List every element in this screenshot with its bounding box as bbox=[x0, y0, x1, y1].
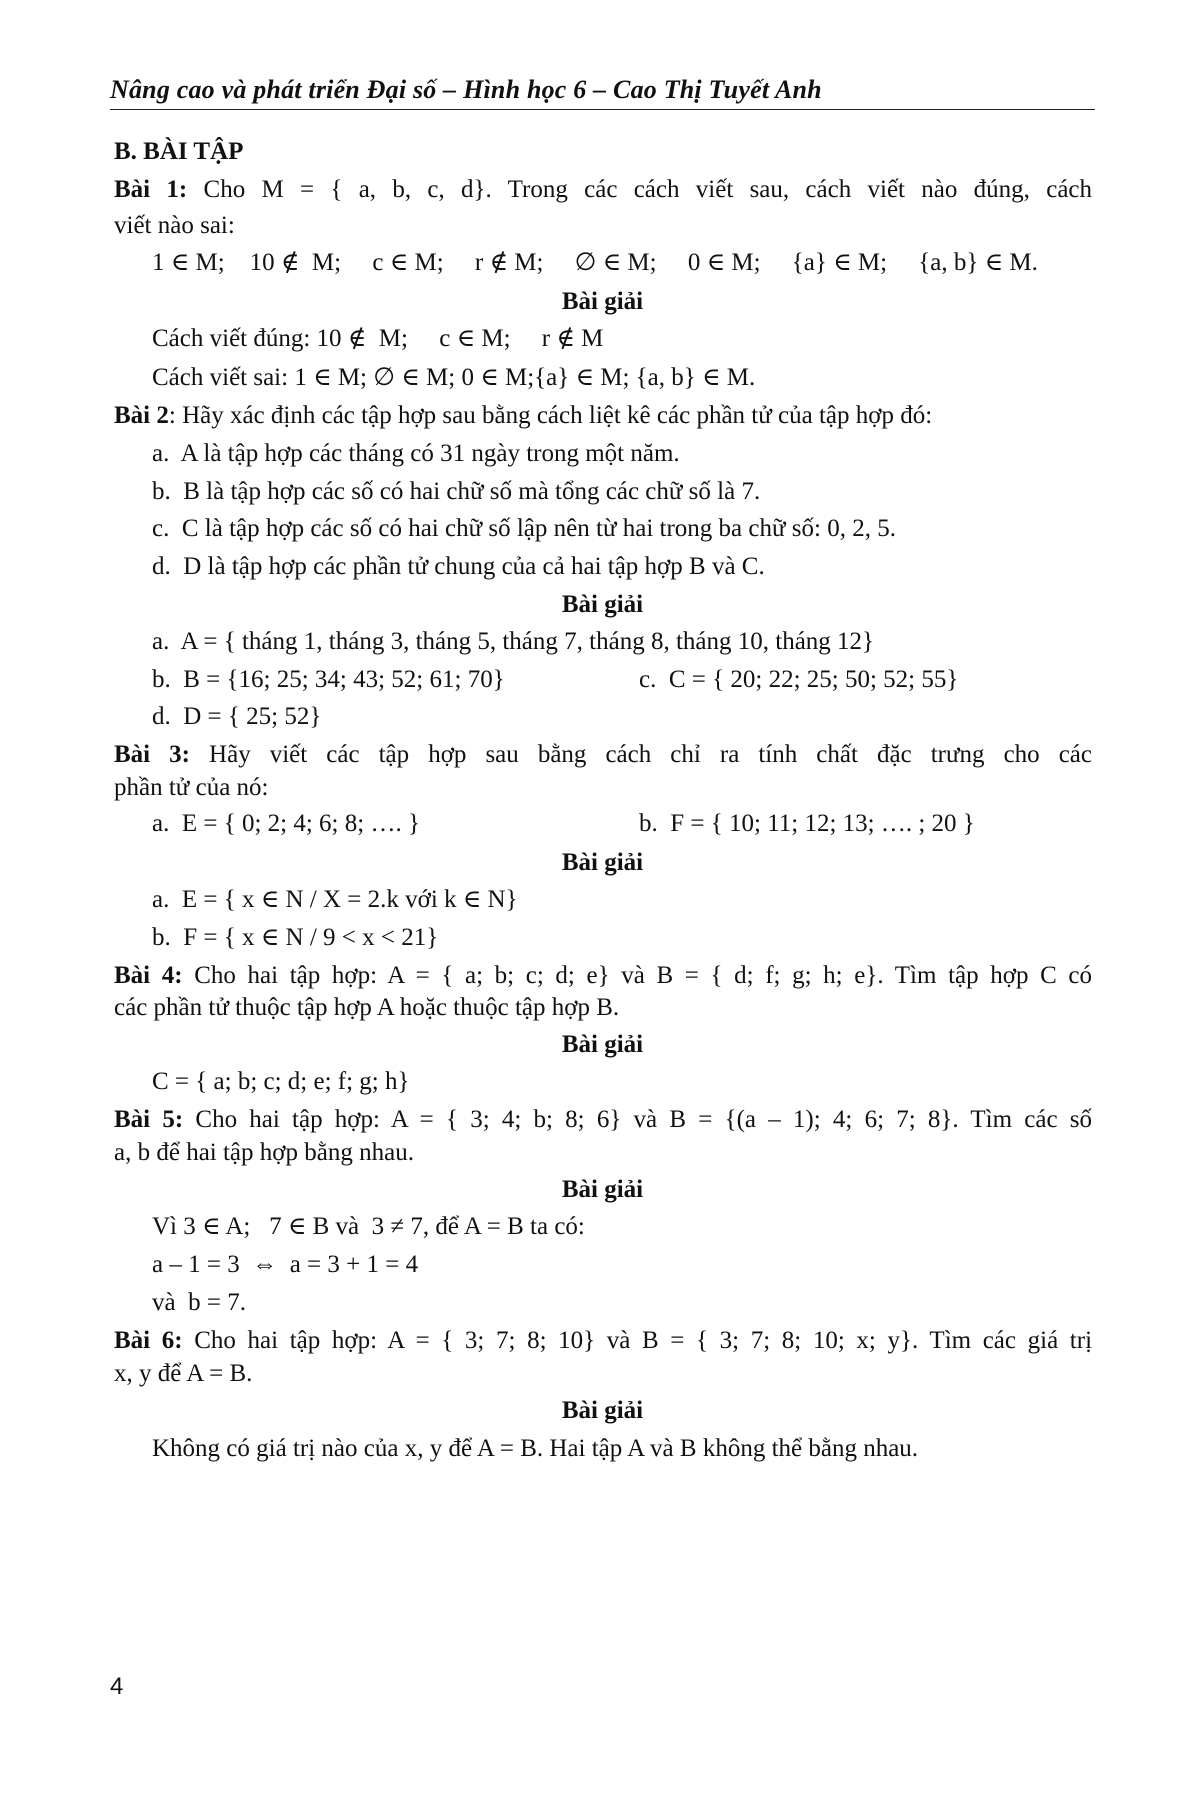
bai5-text-line2: a, b để hai tập hợp bằng nhau. bbox=[114, 1139, 414, 1166]
bai5-solution-line1: Vì 3 ∈ A; 7 ∈ B và 3 ≠ 7, để A = B ta có: bbox=[152, 1213, 585, 1240]
bai1-items: 1 ∈ M; 10 ∉ M; c ∈ M; r ∉ M; ∅ ∈ M; 0 ∈ M; {a} ∈ M; {a, b} ∈ M. bbox=[152, 249, 1038, 276]
bai2-question bbox=[114, 398, 932, 434]
bai2-solution-heading: Bài giải bbox=[561, 591, 644, 618]
bai6-text-line1: Cho hai tập hợp: A = { 3; 7; 8; 10} và B = { 3; 7; 8; 10; x; y}. Tìm các giá trị bbox=[194, 1327, 1093, 1354]
bai4-text-line1: Cho hai tập hợp: A = { a; b; c; d; e} và B = { d; f; g; h; e}. Tìm tập hợp C có bbox=[194, 962, 1093, 989]
bai2-item-a: a. A là tập hợp các tháng có 31 ngày trong một năm. bbox=[152, 440, 680, 467]
bai5-solution-line3: và b = 7. bbox=[152, 1289, 246, 1316]
bai5-solution-line2: a – 1 = 3 ⇔ a = 3 + 1 = 4 bbox=[152, 1251, 419, 1278]
bai5-solution-heading: Bài giải bbox=[561, 1176, 644, 1203]
bai6-label: Bài 6: bbox=[114, 1327, 183, 1354]
bai1-solution-line1: Cách viết đúng: 10 ∉ M; c ∈ M; r ∉ M bbox=[152, 325, 604, 352]
bai4-text-line2: các phần tử thuộc tập hợp A hoặc thuộc tập hợp B. bbox=[114, 994, 620, 1021]
bai1-question-line1 bbox=[114, 172, 1092, 208]
header-divider bbox=[110, 109, 1095, 110]
section-title: B. BÀI TẬP bbox=[114, 138, 244, 165]
bai3-solution-a: a. E = { x ∈ N / X = 2.k với k ∈ N} bbox=[152, 886, 518, 913]
bai1-text-line2: viết nào sai: bbox=[114, 212, 235, 239]
bai4-solution: C = { a; b; c; d; e; f; g; h} bbox=[152, 1068, 410, 1095]
bai2-solution-c: c. C = { 20; 22; 25; 50; 52; 55} bbox=[639, 666, 959, 693]
bai2-text: : Hãy xác định các tập hợp sau bằng cách liệt kê các phần tử của tập hợp đó: bbox=[168, 402, 933, 429]
bai3-item-b: b. F = { 10; 11; 12; 13; …. ; 20 } bbox=[639, 810, 975, 837]
bai5-question-line1 bbox=[114, 1102, 1092, 1138]
bai2-solution-b: b. B = {16; 25; 34; 43; 52; 61; 70} bbox=[152, 666, 505, 693]
bai3-solution-heading: Bài giải bbox=[561, 849, 644, 876]
bai1-label: Bài 1: bbox=[114, 176, 188, 203]
bai2-solution-d: d. D = { 25; 52} bbox=[152, 703, 322, 730]
bai2-item-d: d. D là tập hợp các phần tử chung của cả hai tập hợp B và C. bbox=[152, 553, 765, 580]
bai3-question-line1 bbox=[114, 737, 1092, 773]
bai5-label: Bài 5: bbox=[114, 1106, 184, 1133]
bai1-solution-heading: Bài giải bbox=[561, 288, 644, 315]
bai1-solution-line2: Cách viết sai: 1 ∈ M; ∅ ∈ M; 0 ∈ M;{a} ∈ M; {a, b} ∈ M. bbox=[152, 364, 756, 391]
bai3-label: Bài 3: bbox=[114, 741, 190, 768]
bai4-solution-heading: Bài giải bbox=[561, 1031, 644, 1058]
running-header: Nâng cao và phát triển Đại số – Hình học 6 – Cao Thị Tuyết Anh bbox=[110, 75, 822, 104]
bai6-text-line2: x, y để A = B. bbox=[114, 1360, 253, 1387]
bai1-text-line1: Cho M = { a, b, c, d}. Trong các cách viết sau, cách viết nào đúng, cách bbox=[203, 176, 1093, 203]
bai6-solution: Không có giá trị nào của x, y để A = B. Hai tập A và B không thể bằng nhau. bbox=[152, 1435, 919, 1462]
bai2-item-b: b. B là tập hợp các số có hai chữ số mà tổng các chữ số là 7. bbox=[152, 478, 761, 505]
bai3-solution-b: b. F = { x ∈ N / 9 < x < 21} bbox=[152, 924, 439, 951]
bai6-solution-heading: Bài giải bbox=[561, 1397, 644, 1424]
bai3-item-a: a. E = { 0; 2; 4; 6; 8; …. } bbox=[152, 810, 420, 837]
bai2-item-c: c. C là tập hợp các số có hai chữ số lập nên từ hai trong ba chữ số: 0, 2, 5. bbox=[152, 515, 896, 542]
bai4-label: Bài 4: bbox=[114, 962, 183, 989]
bai3-text-line2: phần tử của nó: bbox=[114, 774, 269, 801]
bai5-text-line1: Cho hai tập hợp: A = { 3; 4; b; 8; 6} và B = {(a – 1); 4; 6; 7; 8}. Tìm các số bbox=[195, 1106, 1093, 1133]
bai6-question-line1 bbox=[114, 1323, 1092, 1359]
bai2-label: Bài 2 bbox=[114, 402, 169, 429]
page-number: 4 bbox=[110, 1673, 124, 1700]
bai2-solution-a: a. A = { tháng 1, tháng 3, tháng 5, tháng 7, tháng 8, tháng 10, tháng 12} bbox=[152, 628, 875, 655]
bai4-question-line1 bbox=[114, 958, 1092, 994]
bai3-text-line1: Hãy viết các tập hợp sau bằng cách chỉ ra tính chất đặc trưng cho các bbox=[209, 741, 1092, 768]
